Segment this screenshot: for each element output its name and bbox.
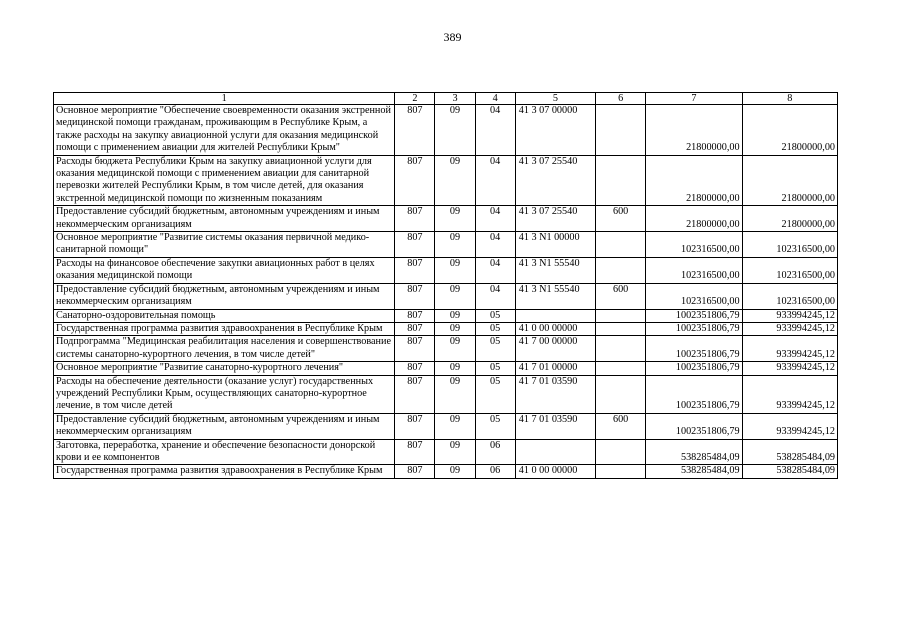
amount-col8-cell: 933994245,12 — [742, 322, 837, 335]
section-code-cell: 09 — [435, 105, 475, 156]
target-article-cell: 41 3 07 25540 — [515, 206, 595, 232]
amount-col7-cell: 538285484,09 — [646, 465, 742, 478]
expense-type-cell — [596, 322, 646, 335]
grbs-code-cell: 807 — [395, 336, 435, 362]
amount-col8-cell: 538285484,09 — [742, 465, 837, 478]
amount-col7-cell: 21800000,00 — [646, 155, 742, 206]
row-name-cell: Государственная программа развития здравоохранения в Республике Крым — [54, 322, 395, 335]
amount-col7-cell: 21800000,00 — [646, 105, 742, 156]
table-row — [54, 309, 838, 322]
subsection-code-cell: 04 — [475, 105, 515, 156]
table-row — [54, 375, 838, 413]
column-header: 1 — [54, 93, 395, 105]
target-article-cell: 41 7 01 03590 — [515, 413, 595, 439]
grbs-code-cell: 807 — [395, 232, 435, 258]
expense-type-cell — [596, 309, 646, 322]
target-article-cell: 41 7 01 03590 — [515, 375, 595, 413]
amount-col7-cell: 1002351806,79 — [646, 375, 742, 413]
column-header: 2 — [395, 93, 435, 105]
amount-col7-cell: 1002351806,79 — [646, 362, 742, 375]
table-row — [54, 206, 838, 232]
column-header: 5 — [515, 93, 595, 105]
page-number: 389 — [443, 30, 462, 44]
target-article-cell: 41 0 00 00000 — [515, 322, 595, 335]
amount-col8-cell: 933994245,12 — [742, 309, 837, 322]
target-article-cell: 41 3 N1 55540 — [515, 283, 595, 309]
target-article-cell: 41 3 07 25540 — [515, 155, 595, 206]
row-name-cell: Расходы на обеспечение деятельности (оказание услуг) государственных учреждений Республики Крым, осуществляющих санаторно-курортное лечение, в том числе детей — [54, 375, 395, 413]
amount-col7-cell: 1002351806,79 — [646, 322, 742, 335]
table-row — [54, 105, 838, 156]
row-name-cell: Расходы на финансовое обеспечение закупки авиационных работ в целях оказания медицинской помощи — [54, 257, 395, 283]
subsection-code-cell: 05 — [475, 322, 515, 335]
amount-col7-cell: 21800000,00 — [646, 206, 742, 232]
target-article-cell: 41 0 00 00000 — [515, 465, 595, 478]
section-code-cell: 09 — [435, 439, 475, 465]
subsection-code-cell: 05 — [475, 413, 515, 439]
expense-type-cell — [596, 155, 646, 206]
amount-col8-cell: 933994245,12 — [742, 413, 837, 439]
row-name-cell: Предоставление субсидий бюджетным, автономным учреждениям и иным некоммерческим организациям — [54, 206, 395, 232]
expense-type-cell — [596, 362, 646, 375]
subsection-code-cell: 06 — [475, 465, 515, 478]
row-name-cell: Основное мероприятие "Развитие системы оказания первичной медико-санитарной помощи" — [54, 232, 395, 258]
amount-col7-cell: 102316500,00 — [646, 283, 742, 309]
amount-col7-cell: 538285484,09 — [646, 439, 742, 465]
grbs-code-cell: 807 — [395, 155, 435, 206]
amount-col8-cell: 933994245,12 — [742, 375, 837, 413]
table-row — [54, 439, 838, 465]
grbs-code-cell: 807 — [395, 257, 435, 283]
table-row — [54, 362, 838, 375]
amount-col7-cell: 1002351806,79 — [646, 413, 742, 439]
target-article-cell: 41 3 07 00000 — [515, 105, 595, 156]
row-name-cell: Государственная программа развития здравоохранения в Республике Крым — [54, 465, 395, 478]
row-name-cell: Заготовка, переработка, хранение и обеспечение безопасности донорской крови и ее компонентов — [54, 439, 395, 465]
section-code-cell: 09 — [435, 309, 475, 322]
grbs-code-cell: 807 — [395, 413, 435, 439]
section-code-cell: 09 — [435, 206, 475, 232]
target-article-cell — [515, 439, 595, 465]
expense-type-cell — [596, 465, 646, 478]
section-code-cell: 09 — [435, 465, 475, 478]
budget-table — [53, 92, 838, 479]
expense-type-cell — [596, 336, 646, 362]
grbs-code-cell: 807 — [395, 283, 435, 309]
section-code-cell: 09 — [435, 155, 475, 206]
subsection-code-cell: 05 — [475, 362, 515, 375]
section-code-cell: 09 — [435, 322, 475, 335]
target-article-cell: 41 7 01 00000 — [515, 362, 595, 375]
expense-type-cell — [596, 232, 646, 258]
expense-type-cell — [596, 375, 646, 413]
grbs-code-cell: 807 — [395, 439, 435, 465]
section-code-cell: 09 — [435, 336, 475, 362]
amount-col8-cell: 538285484,09 — [742, 439, 837, 465]
table-row — [54, 465, 838, 478]
column-header: 8 — [742, 93, 837, 105]
row-name-cell: Расходы бюджета Республики Крым на закупку авиационной услуги для оказания медицинской помощи с применением авиации для санитарной перевозки жителей Республики Крым, в том числе детей, для оказания экстренной медицинской помощи по жизненным показаниям — [54, 155, 395, 206]
target-article-cell: 41 3 N1 00000 — [515, 232, 595, 258]
expense-type-cell — [596, 257, 646, 283]
table-row — [54, 413, 838, 439]
row-name-cell: Санаторно-оздоровительная помощь — [54, 309, 395, 322]
subsection-code-cell: 06 — [475, 439, 515, 465]
target-article-cell: 41 3 N1 55540 — [515, 257, 595, 283]
subsection-code-cell: 04 — [475, 206, 515, 232]
subsection-code-cell: 05 — [475, 309, 515, 322]
row-name-cell: Подпрограмма "Медицинская реабилитация населения и совершенствование системы санаторно-курортного лечения, в том числе детей" — [54, 336, 395, 362]
grbs-code-cell: 807 — [395, 309, 435, 322]
expense-type-cell: 600 — [596, 206, 646, 232]
section-code-cell: 09 — [435, 375, 475, 413]
amount-col8-cell: 21800000,00 — [742, 155, 837, 206]
amount-col8-cell: 21800000,00 — [742, 105, 837, 156]
grbs-code-cell: 807 — [395, 322, 435, 335]
amount-col8-cell: 933994245,12 — [742, 362, 837, 375]
row-name-cell: Предоставление субсидий бюджетным, автономным учреждениям и иным некоммерческим организациям — [54, 413, 395, 439]
subsection-code-cell: 04 — [475, 257, 515, 283]
amount-col8-cell: 102316500,00 — [742, 232, 837, 258]
subsection-code-cell: 05 — [475, 336, 515, 362]
expense-type-cell: 600 — [596, 283, 646, 309]
column-header: 4 — [475, 93, 515, 105]
grbs-code-cell: 807 — [395, 465, 435, 478]
amount-col7-cell: 1002351806,79 — [646, 336, 742, 362]
grbs-code-cell: 807 — [395, 206, 435, 232]
table-row — [54, 155, 838, 206]
amount-col7-cell: 102316500,00 — [646, 232, 742, 258]
amount-col8-cell: 21800000,00 — [742, 206, 837, 232]
subsection-code-cell: 04 — [475, 283, 515, 309]
column-header: 3 — [435, 93, 475, 105]
section-code-cell: 09 — [435, 413, 475, 439]
table-row — [54, 257, 838, 283]
row-name-cell: Основное мероприятие "Развитие санаторно-курортного лечения" — [54, 362, 395, 375]
table-row — [54, 283, 838, 309]
amount-col8-cell: 933994245,12 — [742, 336, 837, 362]
subsection-code-cell: 04 — [475, 155, 515, 206]
grbs-code-cell: 807 — [395, 362, 435, 375]
section-code-cell: 09 — [435, 283, 475, 309]
section-code-cell: 09 — [435, 232, 475, 258]
table-row — [54, 336, 838, 362]
section-code-cell: 09 — [435, 257, 475, 283]
expense-type-cell — [596, 439, 646, 465]
amount-col7-cell: 1002351806,79 — [646, 309, 742, 322]
table-row — [54, 232, 838, 258]
amount-col8-cell: 102316500,00 — [742, 283, 837, 309]
column-header: 6 — [596, 93, 646, 105]
table-header-row — [54, 93, 838, 105]
amount-col8-cell: 102316500,00 — [742, 257, 837, 283]
subsection-code-cell: 04 — [475, 232, 515, 258]
amount-col7-cell: 102316500,00 — [646, 257, 742, 283]
expense-type-cell: 600 — [596, 413, 646, 439]
target-article-cell — [515, 309, 595, 322]
section-code-cell: 09 — [435, 362, 475, 375]
grbs-code-cell: 807 — [395, 375, 435, 413]
table-row — [54, 322, 838, 335]
target-article-cell: 41 7 00 00000 — [515, 336, 595, 362]
grbs-code-cell: 807 — [395, 105, 435, 156]
expense-type-cell — [596, 105, 646, 156]
column-header: 7 — [646, 93, 742, 105]
row-name-cell: Основное мероприятие "Обеспечение своевременности оказания экстренной медицинской помощи гражданам, проживающим в Республике Крым, а также расходы на закупку авиационной услуги для оказания медицинской помощи с применением авиации для жителей Республики Крым" — [54, 105, 395, 156]
subsection-code-cell: 05 — [475, 375, 515, 413]
row-name-cell: Предоставление субсидий бюджетным, автономным учреждениям и иным некоммерческим организациям — [54, 283, 395, 309]
